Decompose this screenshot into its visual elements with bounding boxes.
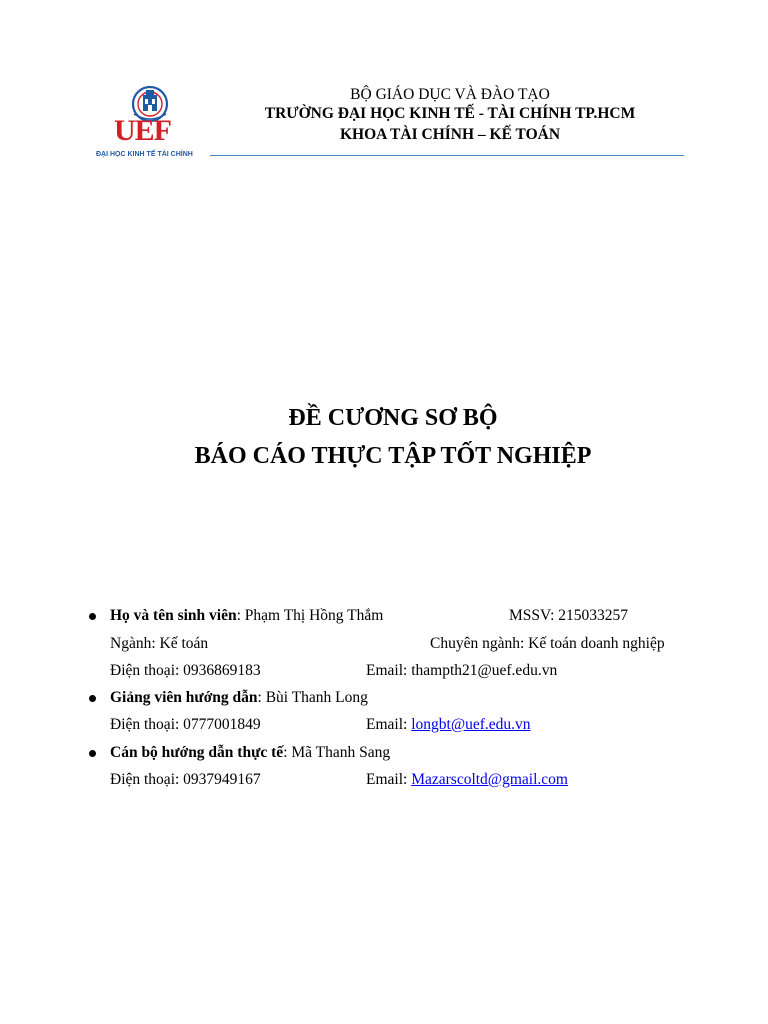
supervisor-email-link[interactable]: longbt@uef.edu.vn xyxy=(411,716,531,733)
logo-subtitle: ĐẠI HỌC KINH TẾ TÀI CHÍNH xyxy=(96,151,193,158)
field-supervisor-email-label: Email: xyxy=(366,771,412,788)
supervisor-line xyxy=(110,688,368,708)
bullet-icon xyxy=(89,750,96,757)
logo-wordmark: UEF xyxy=(114,114,171,147)
field-supervisor-phone: Điện thoại: 0937949167 xyxy=(110,771,261,788)
field-supervisor-name: : Mã Thanh Sang xyxy=(283,744,391,761)
bullet-icon xyxy=(89,613,96,620)
student-name-label: Họ và tên sinh viên xyxy=(110,607,237,624)
university-name: TRƯỜNG ĐẠI HỌC KINH TẾ - TÀI CHÍNH TP.HCM xyxy=(264,105,636,122)
supervisor-email-label: Email: xyxy=(366,716,412,733)
student-name: : Phạm Thị Hồng Thắm xyxy=(236,607,384,624)
student-major: Ngành: Kế toán xyxy=(110,635,209,652)
field-supervisor-label: Cán bộ hướng dẫn thực tế xyxy=(110,744,284,761)
supervisor-label: Giảng viên hướng dẫn xyxy=(110,689,258,706)
field-supervisor-email-link[interactable]: Mazarscoltd@gmail.com xyxy=(411,771,568,788)
bullet-icon xyxy=(89,695,96,702)
uef-logo xyxy=(96,84,202,162)
header-divider xyxy=(210,155,684,156)
student-name-line xyxy=(110,606,383,626)
supervisor-phone: Điện thoại: 0777001849 xyxy=(110,716,261,733)
ministry-name: BỘ GIÁO DỤC VÀ ĐÀO TẠO xyxy=(350,86,550,103)
document-title-line1: ĐỀ CƯƠNG SƠ BỘ xyxy=(288,405,498,431)
student-phone: Điện thoại: 0936869183 xyxy=(110,662,261,679)
student-specialization: Chuyên ngành: Kế toán doanh nghiệp xyxy=(430,635,665,652)
document-title-line2: BÁO CÁO THỰC TẬP TỐT NGHIỆP xyxy=(194,443,592,469)
student-email: Email: thampth21@uef.edu.vn xyxy=(366,662,558,679)
supervisor-email-line xyxy=(366,715,531,735)
field-supervisor-email-line xyxy=(366,770,568,790)
faculty-name: KHOA TÀI CHÍNH – KẾ TOÁN xyxy=(339,126,561,143)
student-mssv: MSSV: 215033257 xyxy=(509,607,628,624)
supervisor-name: : Bùi Thanh Long xyxy=(257,689,368,706)
field-supervisor-line xyxy=(110,743,390,763)
